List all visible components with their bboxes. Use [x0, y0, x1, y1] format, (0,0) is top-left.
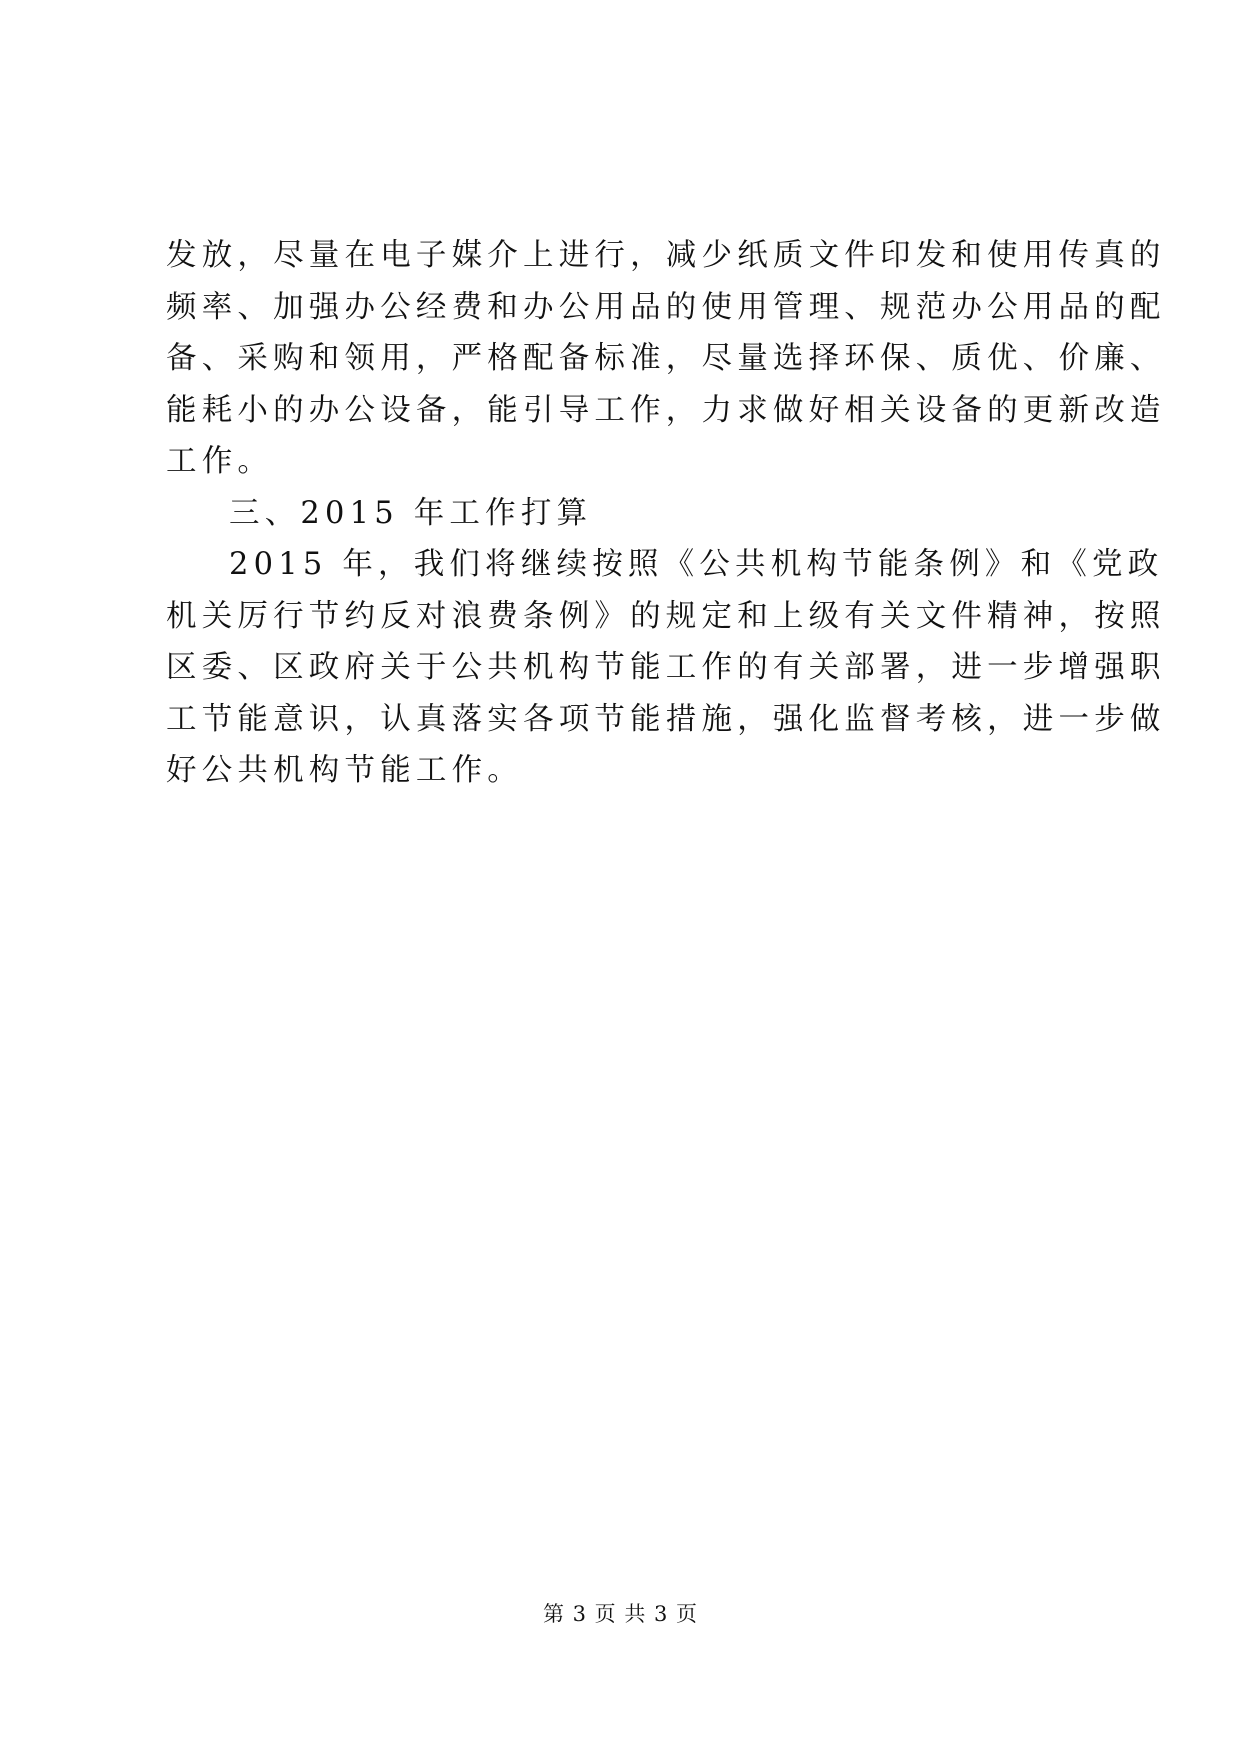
document-body — [166, 230, 1166, 797]
text-line: 2015 年，我们将继续按照《公共机构节能条例》和《党政 — [229, 547, 1164, 582]
text-line: 能耗小的办公设备，能引导工作，力求做好相关设备的更新改造 — [166, 392, 1166, 428]
text-line: 频率、加强办公经费和办公用品的使用管理、规范办公用品的配 — [166, 289, 1166, 325]
text-line: 工作。 — [166, 444, 274, 479]
text-line: 工节能意识，认真落实各项节能措施，强化监督考核，进一步做 — [166, 701, 1166, 737]
text-line: 机关厉行节约反对浪费条例》的规定和上级有关文件精神，按照 — [166, 598, 1166, 634]
page-number-footer: 第 3 页 共 3 页 — [542, 1602, 699, 1626]
text-line: 发放，尽量在电子媒介上进行，减少纸质文件印发和使用传真的 — [166, 238, 1166, 273]
section-heading: 三、2015 年工作打算 — [229, 495, 593, 531]
text-line: 好公共机构节能工作。 — [166, 753, 523, 788]
text-line: 区委、区政府关于公共机构节能工作的有关部署，进一步增强职 — [166, 650, 1166, 685]
text-line: 备、采购和领用，严格配备标准，尽量选择环保、质优、价廉、 — [166, 341, 1166, 376]
